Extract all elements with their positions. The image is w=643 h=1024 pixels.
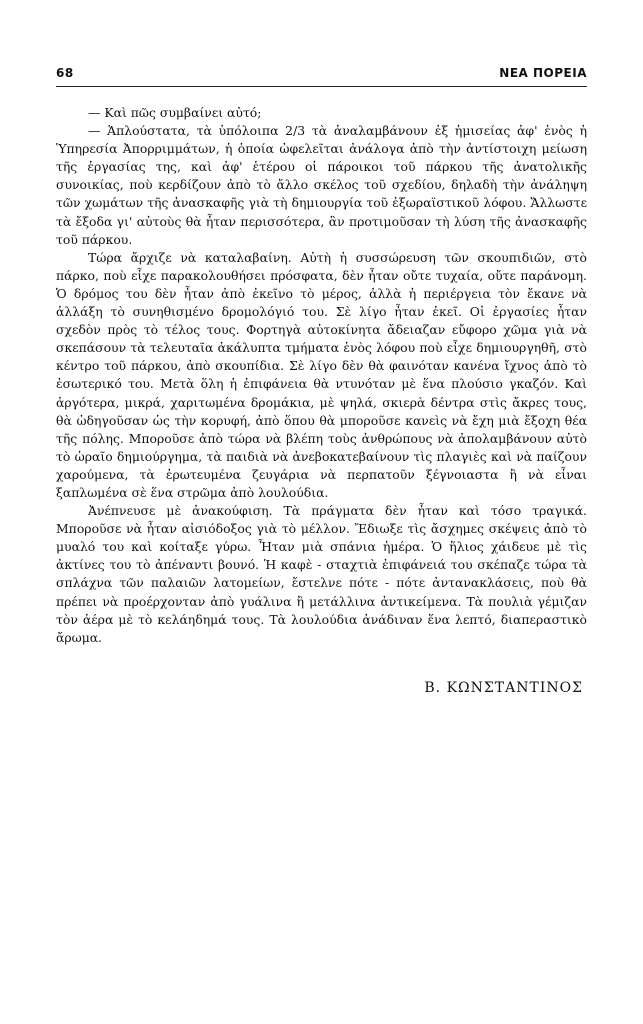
page-number: 68 [56,66,74,80]
author-signature: Β. ΚΩΝΣΤΑΝΤΙΝΟΣ [424,680,583,696]
journal-title: ΝΕΑ ΠΟΡΕΙΑ [499,66,587,80]
paragraph: — Καὶ πῶς συμβαίνει αὐτό; [88,105,262,120]
paragraph: Τώρα ἄρχιζε νὰ καταλαβαίνη. Αὐτὴ ἡ συσσώρευση τῶν σκουπιδιῶν, στὸ πάρκο, ποὺ εἶχε παρακολουθήσει πρόσφατα, δὲν ἦταν οὔτε τυχαία, οὔτε παράνομη. Ὁ δρόμος του δὲν ἦταν ἀπὸ ἐκεῖνο τὸ μέρος, ἀλλὰ ἡ περιέργεια τὸν ἔκανε νὰ ἀλλάξη τὸ συνηθισμένο δρομολόγιό του. Σὲ λίγο ἦταν ἐκεῖ. Οἱ ἐργασίες ἦταν σχεδὸν πρὸς τὸ τέλος τους. Φορτηγὰ αὐτοκίνητα ἄδειαζαν εὔφορο χῶμα γιὰ νὰ σκεπάσουν τὰ τελευταῖα ἀκάλυπτα τμήματα ἑνὸς λόφου ποὺ εἶχε δημιουργηθῆ, στὸ κέντρο τοῦ πάρκου, ἀπὸ σκουπίδια. Σὲ λίγο δὲν θὰ φαινόταν κανένα ἴχνος ἀπὸ τὸ ἐσωτερικό του. Μετὰ ὅλη ἡ ἐπιφάνεια θὰ ντυνόταν μὲ ἕνα πλούσιο γκαζόν. Καὶ ἀργότερα, μικρά, χαριτωμένα δρομάκια, μὲ ψηλά, σκιερὰ δέντρα στὶς ἄκρες τους, θὰ ὡδηγοῦσαν ὡς τὴν κορυφή, ἀπὸ ὅπου θὰ μποροῦσε κανεὶς νὰ ἔχη μιὰ ἔξοχη θέα τῆς πόλης. Μποροῦσε ἀπὸ τώρα νὰ βλέπη τοὺς ἀνθρώπους νὰ ἀπολαμβάνουν αὐτὸ τὸ ὡραῖο δημιούργημα, τὰ παιδιὰ νὰ ἀνεβοκατεβαίνουν τὶς πλαγιὲς καὶ νὰ παίζουν χαρούμενα, τὰ ἐρωτευμένα ζευγάρια νὰ περπατοῦν ξέγνοιαστα ἢ νὰ εἶναι ξαπλωμένα σὲ ἕνα στρῶμα ἀπὸ λουλούδια. [56,249,587,500]
page-header [56,64,587,87]
paragraph: — Ἁπλούστατα, τὰ ὑπόλοιπα 2/3 τὰ ἀναλαμβάνουν ἐξ ἡμισείας ἀφ' ἑνὸς ἡ Ὑπηρεσία Ἀπορριμμάτων, ἡ ὁποία ὠφελεῖται ἀνάλογα ἀπὸ τὴν ἀντίστοιχη μείωση τῆς ἐργασίας της, καὶ ἀφ' ἑτέρου οἱ πάροικοι τοῦ πάρκου τῆς ἀνατολικῆς συνοικίας, ποὺ κερδίζουν ἀπὸ τὸ ἄλλο σκέλος τοῦ σχεδίου, δηλαδὴ τὴν ἀνάληψη τῶν χωμάτων τῆς ἀνασκαφῆς γιὰ τὴ δημιουργία τοῦ ἐξωραϊστικοῦ λόφου. Ἄλλωστε τὰ ἔξοδα γι' αὐτοὺς θὰ ἦταν περισσότερα, ἂν προτιμοῦσαν τὴ λύση τῆς ἀνασκαφῆς τοῦ πάρκου. [56,123,587,247]
article-body [56,104,587,647]
paragraph: Ἀνέπνευσε μὲ ἀνακούφιση. Τὰ πράγματα δὲν ἦταν καὶ τόσο τραγικά. Μποροῦσε νὰ ἦταν αἰσιόδοξος γιὰ τὸ μέλλον. Ἔδιωξε τὶς ἄσχημες σκέψεις ἀπὸ τὸ μυαλό του καὶ κοίταξε γύρω. Ἦταν μιὰ σπάνια ἡμέρα. Ὁ ἥλιος χάιδευε μὲ τὶς ἀκτίνες του τὸ ἀπέναντι βουνό. Ἡ καφὲ - σταχτιὰ ἐπιφάνειά του σκέπαζε τώρα τὰ σπλάχνα τῶν παλαιῶν λατομείων, ἔστελνε πότε - πότε ἀντανακλάσεις, ποὺ θὰ πρέπει νὰ προέρχονταν ἀπὸ γυάλινα ἢ μετάλλινα ἀντικείμενα. Τὰ πουλιὰ γέμιζαν τὸν ἀέρα μὲ τὸ κελάηδημά τους. Τὰ λουλούδια ἀνάδιναν ἕνα λεπτό, διαπεραστικὸ ἄρωμα. [56,503,587,645]
